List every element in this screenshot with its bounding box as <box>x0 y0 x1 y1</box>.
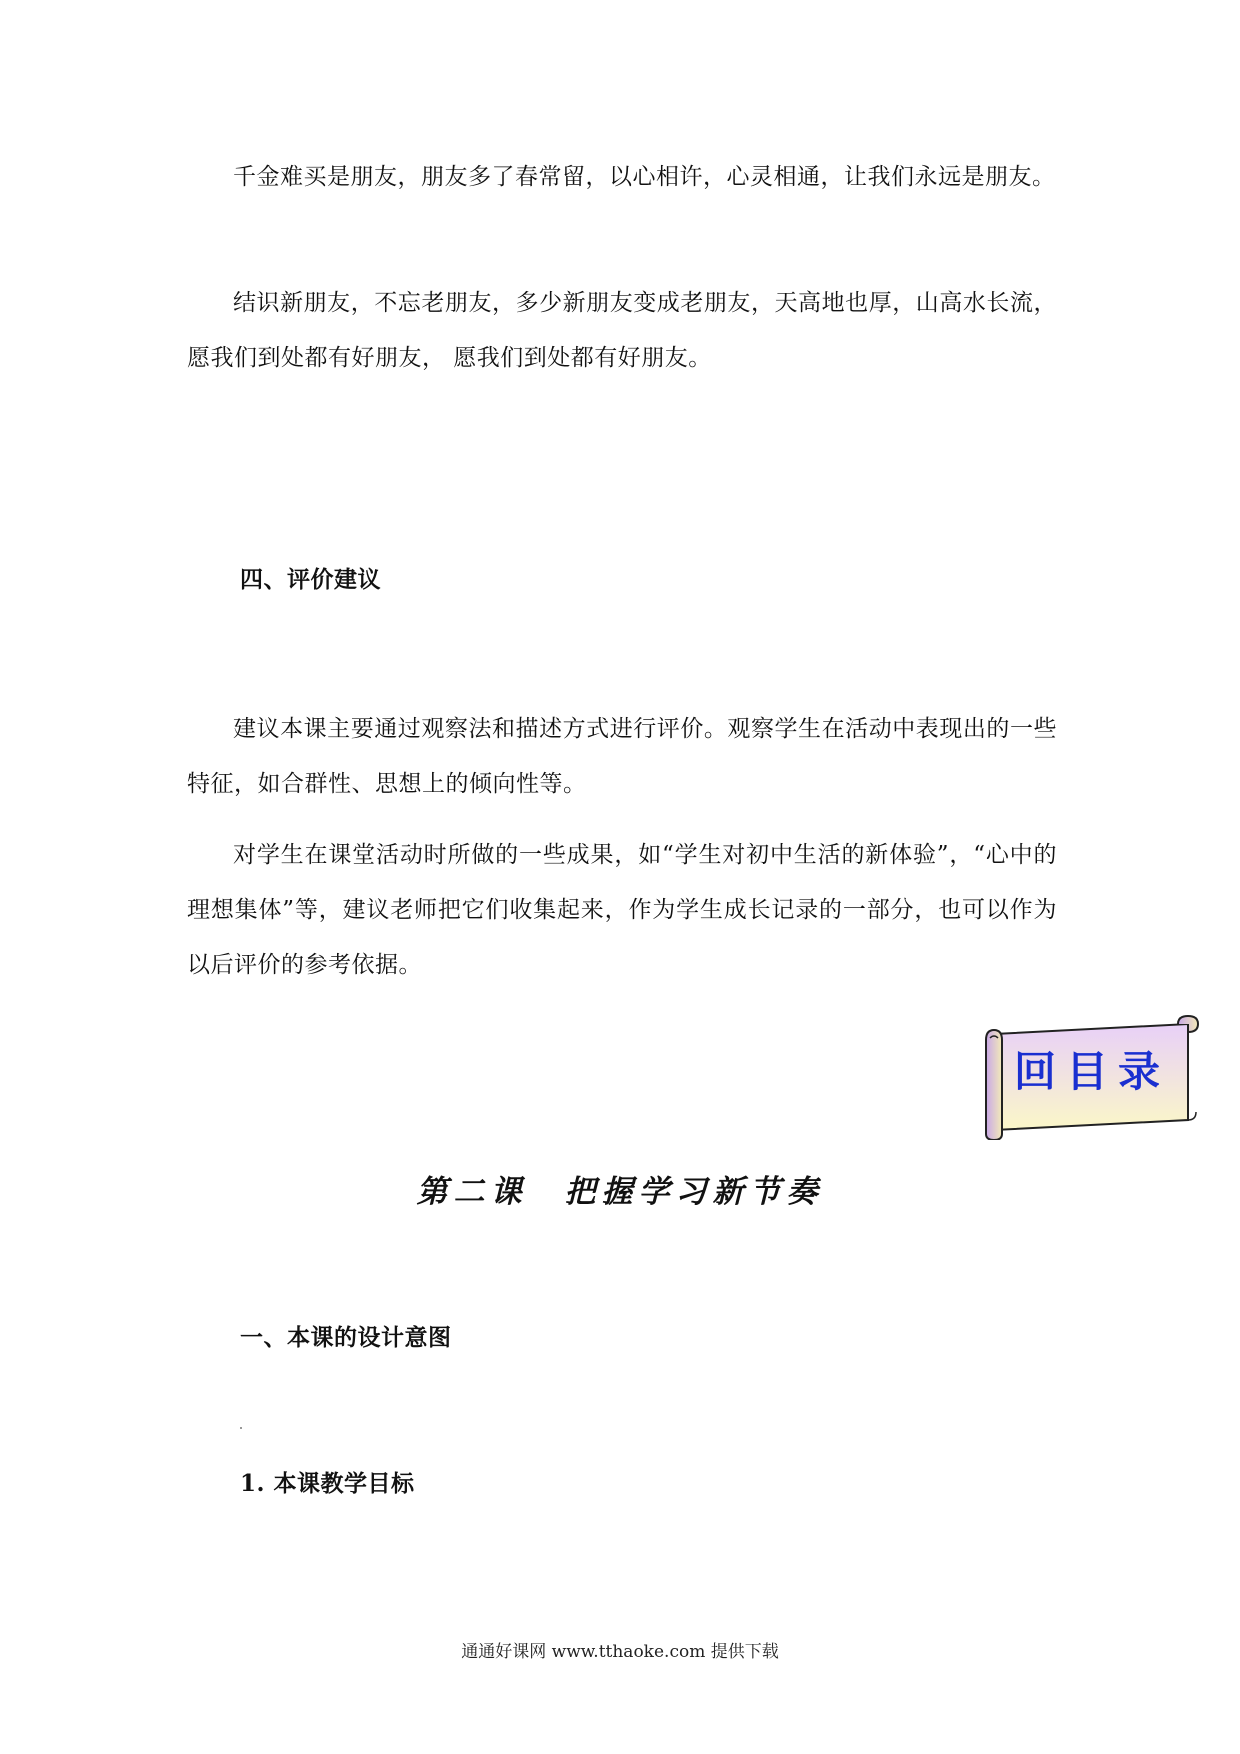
heading-evaluation: 四、评价建议 <box>240 566 381 593</box>
paragraph-friends-2: 结识新朋友，不忘老朋友，多少新朋友变成老朋友，天高地也厚，山高水长流，愿我们到处都有好朋友， 愿我们到处都有好朋友。 <box>187 290 1057 371</box>
paragraph-evaluation-method: 建议本课主要通过观察法和描述方式进行评价。观察学生在活动中表现出的一些特征，如合群性、思想上的倾向性等。 <box>187 716 1057 797</box>
stray-mark <box>240 1427 242 1429</box>
heading-design-intent: 一、本课的设计意图 <box>240 1324 452 1351</box>
heading-teaching-goals: 1. 本课教学目标 <box>240 1470 415 1497</box>
footer-source: 通通好课网 www.tthaoke.com 提供下载 <box>461 1642 779 1662</box>
paragraph-evaluation-records: 对学生在课堂活动时所做的一些成果，如“学生对初中生活的新体验”，“心中的理想集体”等，建议老师把它们收集起来，作为学生成长记录的一部分，也可以作为以后评价的参考依据。 <box>187 842 1057 978</box>
back-to-toc-button[interactable] <box>978 1012 1208 1140</box>
back-to-toc-label: 回目录 <box>1013 1047 1170 1096</box>
lesson-title: 第二课 把握学习新节奏 <box>416 1174 824 1210</box>
paragraph-friends-1: 千金难买是朋友，朋友多了春常留，以心相许，心灵相通，让我们永远是朋友。 <box>233 164 1056 190</box>
